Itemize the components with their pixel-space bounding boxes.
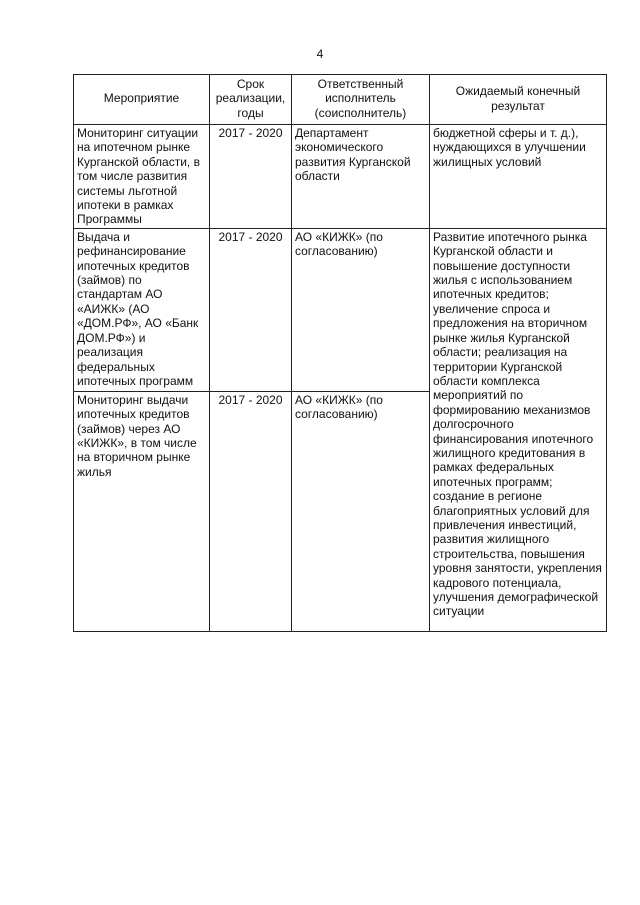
measures-table	[73, 74, 607, 632]
cell-event: Выдача и рефинансирование ипотечных кредитов (займов) по стандартам АО «АИЖК» (АО «ДОМ.РФ», АО «Банк ДОМ.РФ») и реализация федеральных ипотечных программ	[74, 228, 210, 391]
cell-term: 2017 - 2020	[210, 228, 292, 391]
header-result: Ожидаемый конечный результат	[430, 75, 607, 125]
table-row	[74, 125, 607, 229]
cell-event: Мониторинг ситуации на ипотечном рынке Курганской области, в том числе развития системы льготной ипотеки в рамках Программы	[74, 125, 210, 229]
cell-result: бюджетной сферы и т. д.), нуждающихся в улучшении жилищных условий	[430, 125, 607, 229]
table-row	[74, 228, 607, 391]
cell-term: 2017 - 2020	[210, 125, 292, 229]
table-header-row	[74, 75, 607, 125]
cell-result: Развитие ипотечного рынка Курганской области и повышение доступности жилья с использованием ипотечных кредитов; увеличение спроса и предложения на вторичном рынке жилья Курганской области; реализация на территории Курганской области комплекса мероприятий по формированию механизмов долгосрочного финансирования ипотечного жилищного кредитования в рамках федеральных ипотечных программ; создание в регионе благоприятных условий для привлечения инвестиций, развития жилищного строительства, повышения уровня занятости, укрепления кадрового потенциала, улучшения демографической ситуации	[430, 228, 607, 631]
header-term: Срок реализации, годы	[210, 75, 292, 125]
cell-executor: АО «КИЖК» (по согласованию)	[292, 228, 430, 391]
cell-event: Мониторинг выдачи ипотечных кредитов (займов) через АО «КИЖК», в том числе на вторичном рынке жилья	[74, 391, 210, 631]
header-event: Мероприятие	[74, 75, 210, 125]
cell-term: 2017 - 2020	[210, 391, 292, 631]
cell-executor: Департамент экономического развития Курганской области	[292, 125, 430, 229]
header-executor: Ответственный исполнитель (соисполнитель)	[292, 75, 430, 125]
cell-executor: АО «КИЖК» (по согласованию)	[292, 391, 430, 631]
page-number: 4	[316, 47, 324, 61]
